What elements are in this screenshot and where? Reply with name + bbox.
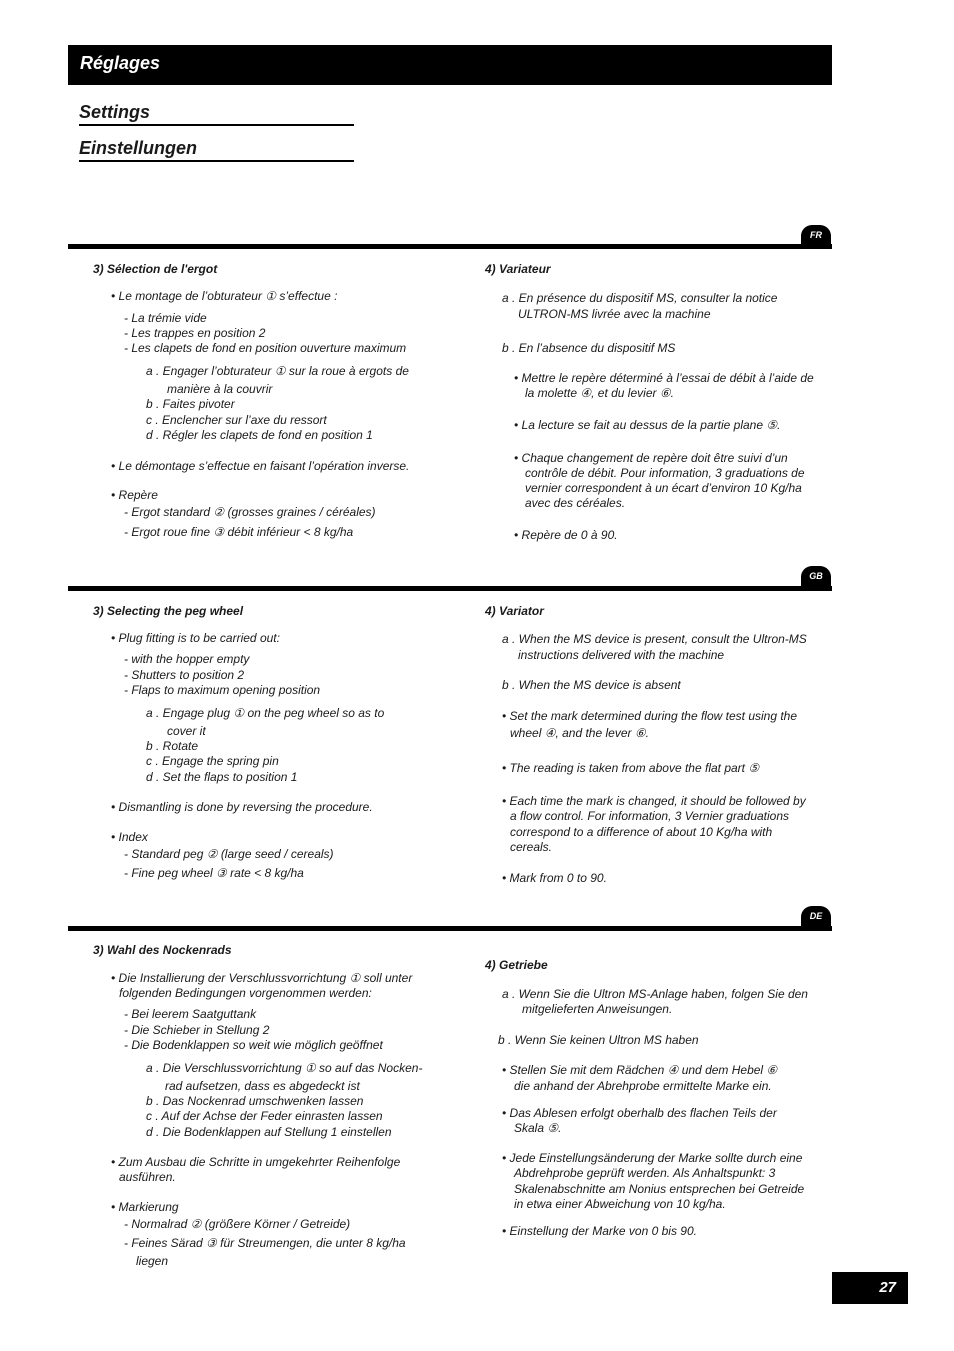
gb-right-line: • The reading is taken from above the flat part ⑤ [502, 761, 760, 775]
fr-right-line: avec des céréales. [525, 496, 626, 510]
language-badge-fr: FR [801, 225, 831, 247]
gb-left-line: - Standard peg ② (large seed / cereals) [124, 847, 334, 861]
gb-right-line: wheel ④, and the lever ⑥. [510, 726, 649, 740]
gb-right-heading: 4) Variator [485, 604, 544, 618]
de-left-line: folgenden Bedingungen vorgenommen werden: [119, 986, 372, 1000]
de-right-line: Abdrehprobe geprüft werden. Als Anhaltspunkt: 3 [514, 1166, 776, 1180]
de-left-line: ausführen. [119, 1170, 176, 1184]
fr-right-line: b . En l’absence du dispositif MS [502, 341, 676, 355]
de-right-line: b . Wenn Sie keinen Ultron MS haben [498, 1033, 699, 1047]
fr-right-line: la molette ④, et du levier ⑥. [525, 386, 674, 400]
fr-left-line: • Le démontage s’effectue en faisant l’opération inverse. [111, 459, 410, 473]
fr-left-line: - Ergot standard ② (grosses graines / céréales) [124, 505, 376, 519]
fr-left-line: - Ergot roue fine ③ débit inférieur < 8 kg/ha [124, 525, 354, 539]
gb-right-line: correspond to a difference of about 10 Kg/ha with [510, 825, 773, 839]
fr-left-line: - La trémie vide [124, 311, 207, 325]
de-left-line: rad aufsetzen, dass es abgedeckt ist [165, 1079, 360, 1093]
header-bar [68, 45, 832, 85]
de-right-heading: 4) Getriebe [485, 958, 548, 972]
gb-left-line: a . Engage plug ① on the peg wheel so as to [146, 706, 385, 720]
de-left-line: - Normalrad ② (größere Körner / Getreide) [124, 1217, 351, 1231]
fr-left-line: c . Enclencher sur l’axe du ressort [146, 413, 327, 427]
de-right-line: • Das Ablesen erfolgt oberhalb des flachen Teils der [502, 1106, 777, 1120]
fr-left-line: • Repère [111, 488, 158, 502]
fr-right-line: • Repère de 0 à 90. [514, 528, 618, 542]
de-left-line: - Die Bodenklappen so weit wie möglich geöffnet [124, 1038, 383, 1052]
de-right-line: die anhand der Abrehprobe ermittelte Marke ein. [514, 1079, 772, 1093]
gb-left-line: d . Set the flaps to position 1 [146, 770, 298, 784]
fr-left-line: d . Régler les clapets de fond en position 1 [146, 428, 373, 442]
fr-right-line: • La lecture se fait au dessus de la partie plane ⑤. [514, 418, 781, 432]
gb-right-line: b . When the MS device is absent [502, 678, 681, 692]
gb-left-line: - Fine peg wheel ③ rate < 8 kg/ha [124, 866, 304, 880]
de-right-line: in etwa einer Abweichung von 10 kg/ha. [514, 1197, 726, 1211]
section-rule-gb [68, 586, 832, 591]
de-left-line: - Bei leerem Saatguttank [124, 1007, 257, 1021]
gb-left-line: b . Rotate [146, 739, 199, 753]
de-left-line: • Markierung [111, 1200, 179, 1214]
de-left-line: liegen [136, 1254, 169, 1268]
language-badge-de: DE [801, 906, 831, 928]
section-rule-de [68, 926, 832, 931]
gb-left-line: • Index [111, 830, 148, 844]
fr-right-line: a . En présence du dispositif MS, consulter la notice [502, 291, 778, 305]
section-rule-fr [68, 244, 832, 249]
subtitle-settings: Settings [79, 101, 354, 126]
gb-left-line: - Flaps to maximum opening position [124, 683, 321, 697]
de-left-line: - Feines Särad ③ für Streumengen, die unter 8 kg/ha [124, 1236, 406, 1250]
de-right-line: • Stellen Sie mit dem Rädchen ④ und dem Hebel ⑥ [502, 1063, 778, 1077]
fr-left-line: a . Engager l’obturateur ① sur la roue à ergots de [146, 364, 409, 378]
gb-left-line: • Dismantling is done by reversing the procedure. [111, 800, 373, 814]
fr-right-line: ULTRON-MS livrée avec la machine [518, 307, 711, 321]
de-right-line: mitgelieferten Anweisungen. [522, 1002, 673, 1016]
fr-right-line: • Mettre le repère déterminé à l’essai de débit à l’aide de [514, 371, 814, 385]
fr-right-line: vernier correspondent à un écart d’environ 10 Kg/ha [525, 481, 802, 495]
fr-left-line: b . Faites pivoter [146, 397, 235, 411]
gb-right-line: a . When the MS device is present, consult the Ultron-MS [502, 632, 807, 646]
fr-left-line: manière à la couvrir [167, 382, 273, 396]
de-left-line: b . Das Nockenrad umschwenken lassen [146, 1094, 364, 1108]
de-right-line: • Jede Einstellungsänderung der Marke sollte durch eine [502, 1151, 803, 1165]
de-left-line: • Zum Ausbau die Schritte in umgekehrter Reihenfolge [111, 1155, 401, 1169]
de-left-heading: 3) Wahl des Nockenrads [93, 943, 232, 957]
de-left-line: d . Die Bodenklappen auf Stellung 1 einstellen [146, 1125, 392, 1139]
gb-right-line: • Set the mark determined during the flow test using the [502, 709, 798, 723]
gb-right-line: • Each time the mark is changed, it should be followed by [502, 794, 806, 808]
de-right-line: • Einstellung der Marke von 0 bis 90. [502, 1224, 697, 1238]
gb-left-line: c . Engage the spring pin [146, 754, 279, 768]
language-badge-gb: GB [801, 566, 831, 588]
fr-right-line: contrôle de débit. Pour information, 3 graduations de [525, 466, 805, 480]
gb-right-line: a flow control. For information, 3 Vernier graduations [510, 809, 790, 823]
gb-right-line: instructions delivered with the machine [518, 648, 725, 662]
de-left-line: • Die Installierung der Verschlussvorrichtung ① soll unter [111, 971, 413, 985]
page-title: Réglages [80, 53, 161, 73]
de-right-line: Skalenabschnitte am Nonius entsprechen bei Getreide [514, 1182, 805, 1196]
fr-left-line: - Les clapets de fond en position ouverture maximum [124, 341, 407, 355]
fr-left-line: - Les trappes en position 2 [124, 326, 266, 340]
de-left-line: - Die Schieber in Stellung 2 [124, 1023, 270, 1037]
fr-right-line: • Chaque changement de repère doit être suivi d’un [514, 451, 788, 465]
de-right-line: a . Wenn Sie die Ultron MS-Anlage haben, folgen Sie den [502, 987, 808, 1001]
fr-left-line: • Le montage de l’obturateur ① s’effectue : [111, 289, 338, 303]
subtitle-einstellungen: Einstellungen [79, 137, 354, 162]
gb-left-heading: 3) Selecting the peg wheel [93, 604, 244, 618]
gb-right-line: • Mark from 0 to 90. [502, 871, 607, 885]
de-left-line: a . Die Verschlussvorrichtung ① so auf das Nocken- [146, 1061, 423, 1075]
gb-left-line: - with the hopper empty [124, 652, 250, 666]
gb-right-line: cereals. [510, 840, 553, 854]
fr-left-heading: 3) Sélection de l'ergot [93, 262, 218, 276]
fr-right-heading: 4) Variateur [485, 262, 551, 276]
gb-left-line: • Plug fitting is to be carried out: [111, 631, 280, 645]
gb-left-line: cover it [167, 724, 206, 738]
page-number: 27 [832, 1272, 908, 1304]
de-left-line: c . Auf der Achse der Feder einrasten lassen [146, 1109, 383, 1123]
gb-left-line: - Shutters to position 2 [124, 668, 245, 682]
de-right-line: Skala ⑤. [514, 1121, 562, 1135]
